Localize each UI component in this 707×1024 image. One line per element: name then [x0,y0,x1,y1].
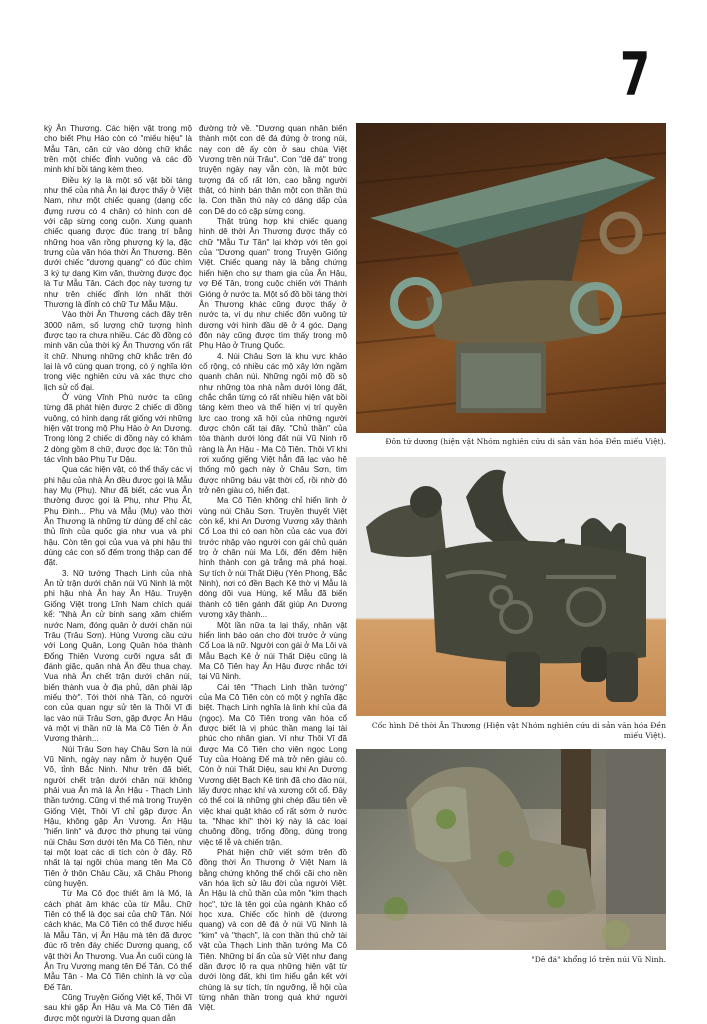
paragraph: Ma Cô Tiên không chỉ hiển linh ở vùng núi Châu Sơn. Truyền thuyết Việt còn kể, khi An Dương Vương xây thành Cổ Loa thì có oan hồn của các vua đời trước nhập vào người con gái chủ quán trọ ở chân núi Ma Lôi, đến đêm hiện hình thành con gà trắng mà phá hoại. Sự tích ở núi Thất Diệu (Yên Phong, Bắc Ninh), nơi có đền Bạch Kê thờ vị Mẫu là dòng dõi vua Hùng, kể Mẫu đã biến thành cô tiên gánh đất giúp An Dương vương xây thành... [199,496,347,620]
page-number: 7 [620,40,649,110]
paragraph: Núi Trâu Sơn hay Châu Sơn là núi Vũ Ninh, ngày nay nằm ở huyện Quế Võ, tỉnh Bắc Ninh. Như trên đã biết, người chết trận dưới chân núi không phải vua Ân mà là Ân Hậu - Thạch Linh thần tướng. Cũng vì thế mà trong Truyện Giống Việt, Thôi Vĩ chỉ gặp được Ân Hậu, không gặp Ân Vương. Ân Hậu "hiển linh" và được thờ phụng tại vùng núi Châu Sơn dưới tên Ma Cô Tiên, như tại một loạt các di tích còn ở đây. Rõ nhất là tại ngôi chùa mang tên Ma Cô Tiên ở thôn Châu Cầu, xã Châu Phong cùng huyện. [44,744,192,889]
figure-caption: Đôn tứ dương (hiện vật Nhóm nghiên cứu di sản văn hóa Đền miếu Việt). [385,437,666,446]
paragraph: 3. Nữ tướng Thạch Linh của nhà Ân tử trận dưới chân núi Vũ Ninh là một phi hậu nhà Ân hay Ân Hậu. Truyện Giống Việt trong Lĩnh Nam chích quái kể: "Nhà Ân cử binh sang xâm chiếm nước Nam, đóng quân ở dưới chân núi Trâu (Trâu Sơn). Hùng Vương cầu cứu với Long Quân, Long Quân hóa thành Đổng Thiên Vương cưỡi ngựa sắt đi đánh giặc, quân nhà Ân đều thua chạy. Vua nhà Ân chết trận dưới chân núi, biến thành vua ở địa phủ, dân phải lập miếu thờ". Tới thời nhà Tần, có người con của quan ngự sử tên là Thôi Vĩ đi lạc vào núi Trâu Sơn, gặp được Ân Hậu và một vị thần nữ là Ma Cô Tiên ở Ân Vương thành... [44,568,192,744]
photo-bronze-goat [356,457,666,716]
paragraph: Cũng Truyện Giống Việt kể, Thôi Vĩ sau khi gặp Ân Hậu và Ma Cô Tiên đã được một người là Dương quan dẫn [44,992,192,1023]
photo-bronze-vessel [356,123,666,433]
figure-caption: Cốc hình Dê thời Ân Thương (Hiện vật Nhóm nghiên cứu di sản văn hóa Đền miếu Việt). [371,721,666,740]
photo-stone-goat [356,749,666,950]
paragraph: 4. Núi Châu Sơn là khu vực khảo cổ rộng, có nhiều các mộ xây lớn ngầm quanh chân núi. Những ngôi mộ đồ sộ như những tòa nhà nằm dưới lòng đất, chắc chắn từng có rất nhiều hiện vật bồi táng kèm theo và thể hiện vị trí quyền lực cao trong xã hội của những người được chôn cất tại đây. "Chủ thần" của tòa thành dưới lòng đất núi Vũ Ninh rõ ràng là Ân Hậu - Ma Cô Tiên. Thôi Vĩ khi rơi xuống giếng Việt hẳn đã lạc vào hệ thống mộ gạch này ở Châu Sơn, tìm được những báu vật thời cổ, rồi nhờ đó trở nên giàu có, hiển đạt. [199,351,347,496]
paragraph: Cái tên "Thạch Linh thần tướng" của Ma Cô Tiên còn có một ý nghĩa đặc biệt. Thạch Linh nghĩa là linh khí của đá (ngọc). Ma Cô Tiên trong văn hóa cổ được biết là vị phúc thần mang lại tài phúc cho nhân gian. Ví như Thôi Vĩ đã được Ma Cô Tiên cho viên ngọc Long Tuy của Hoàng Đế mà trở nên giàu có. Còn ở núi Thất Diệu, sau khi An Dương Vương diệt Bạch Kê tinh đã cho đào núi, lấy được nhạc khí và xương cốt cổ. Đây có thể coi là những ghi chép đầu tiên về việc khai quật khảo cổ rất sớm ở nước ta. "Nhạc khí" thời kỳ này là các loại chuông đồng, trống đồng, dùng trong việc tế lễ và chiến trận. [199,682,347,847]
paragraph: Ở vùng Vĩnh Phú nước ta cũng từng đã phát hiện được 2 chiếc di đồng vuông, có hình dạng rất giống với những hiện vật trong mộ Phụ Hảo ở An Dương. Trong lòng 2 chiếc di đồng này có khảm 2 dòng gồm 8 chữ, được đọc là: Tôn thủ tác vĩnh bảo Phụ Tư Dậu. [44,392,192,464]
paragraph: Phát hiện chữ viết sớm trên đồ đồng thời Ân Thương ở Việt Nam là bằng chứng không thể chối cãi cho nền văn hóa lịch sử lâu đời của người Việt. Ân Hậu là chủ thần của môn "kim thạch học", tức là tên gọi của ngành Khảo cổ học xưa. Chiếc cốc hình dê (dương quang) và con dê đá ở núi Vũ Ninh là "kim" và "thạch", là con thần thú chở tài vật của Thạch Linh thần tướng Ma Cô Tiên. Những bí ẩn của sử Việt như đang dần được lộ ra qua những hiện vật từ dưới lòng đất, khi tìm hiểu gắn kết với chúng là sự tích, tín ngưỡng, lễ hội của từng nhân thần trong quá khứ người Việt. [199,848,347,1013]
paragraph: Vào thời Ân Thương cách đây trên 3000 năm, số lượng chữ tượng hình được tạo ra chưa nhiều. Các đồ đồng có minh văn của thời kỳ Ân Thương vốn rất ít chữ. Nhưng những chữ khắc trên đó lại là vô cùng quan trọng, có ý nghĩa lớn trong việc nghiên cứu và xác thực cho lịch sử cổ đại. [44,310,192,392]
paragraph: kỳ Ân Thương. Các hiện vật trong mộ cho biết Phụ Hảo còn có "miếu hiệu" là Mẫu Tân, căn cứ vào dòng chữ khắc trên một chiếc đỉnh vuông và các đồ minh khí bồi táng kèm theo. [44,124,192,175]
paragraph: Qua các hiện vật, có thể thấy các vị phi hậu của nhà Ân đều được gọi là Mẫu hay Mụ (Phụ). Như đã biết, các vua Ân thường được gọi là Phụ, như Phụ Ất, Phụ Đinh... Phụ và Mẫu (Mụ) vào thời Ân Thương là những từ dùng để chỉ các thủ lĩnh của quốc gia như vua và phi hậu. Còn tên gọi của vua và phi hậu thì dùng các con số đếm trong thập can để đặt. [44,465,192,568]
paragraph: Điều kỳ lạ là một số vật bồi táng như thế của nhà Ân lại được thấy ở Việt Nam, như một chiếc quang (dạng cốc đựng rượu có 4 chân) có hình con dê với cặp sừng cong cuộn. Xung quanh chiếc quang được đúc trang trí bằng những hoa văn rồng phượng kỳ lạ, đặc trưng của văn hóa thời Ân Thương. Bên dưới chiếc "dương quang" có đúc chìm 3 ký tự dạng Kim văn, thường được đọc là Tư Mẫu Tân. Cách đọc này tương tự như trên chiếc đỉnh lớn nhất thời Thương là đỉnh có chữ Tư Mẫu Mậu. [44,175,192,309]
article-column-1 [44,124,192,1024]
article-column-2 [199,124,347,1014]
paragraph: Từ Ma Cô đọc thiết âm là Mô, là cách phát âm khác của từ Mẫu. Chữ Tiên có thể là đọc sai của chữ Tân. Nói cách khác, Ma Cô Tiên có thể được hiểu là Mẫu Tân, vị Ân Hậu mà tên đã được đúc rõ trên đáy chiếc Dương quang, cổ vật thời Ân Thương. Vua Ân cuối cùng là Ân Trụ Vương mang tên Đế Tân. Có thể Mẫu Tân - Ma Cô Tiên chính là vợ của Đế Tân. [44,889,192,992]
paragraph: đường trở về. "Dương quan nhân biến thành một con dê đá đứng ở trong núi, nay con dê ấy còn ở sau chùa Việt Vương trên núi Trâu". Con "dê đá" trong truyện ngày nay vẫn còn, là một bức tượng đá cổ rất lớn, cao bằng người thật, có hình bán thân một con thần thú lạ. Con thần thú này có dáng dấp của con Dê do có cặp sừng cong. [199,124,347,216]
paragraph: Thật trùng hợp khi chiếc quang hình dê thời Ân Thương được thấy có chữ "Mẫu Tư Tân" lại khớp với tên gọi của "Dương quan" trong Truyện Giống Việt. Chiếc quang này là bằng chứng hiển hiện cho sự tham gia của Ân Hậu, vợ Đế Tân, trong cuộc chiến với Thánh Gióng ở nước ta. Một số đồ bồi táng thời Ân Thương khác cũng được thấy ở nước ta, ví dụ như chiếc đôn vuông tứ dương với hình đầu dê ở 4 góc. Dạng đôn này cũng được tìm thấy trong mộ Phụ Hảo ở Trung Quốc. [199,217,347,351]
figure-caption: "Dê đá" khổng lồ trên núi Vũ Ninh. [531,955,666,964]
paragraph: Một lần nữa ta lại thấy, nhân vật hiển linh báo oán cho đời trước ở vùng Cổ Loa là nữ. Người con gái ở Ma Lôi và Mẫu Bạch Kê ở núi Thất Diệu cũng là Ma Cô Tiên hay Ân Hậu được nhắc tới tại Vũ Ninh. [199,620,347,682]
